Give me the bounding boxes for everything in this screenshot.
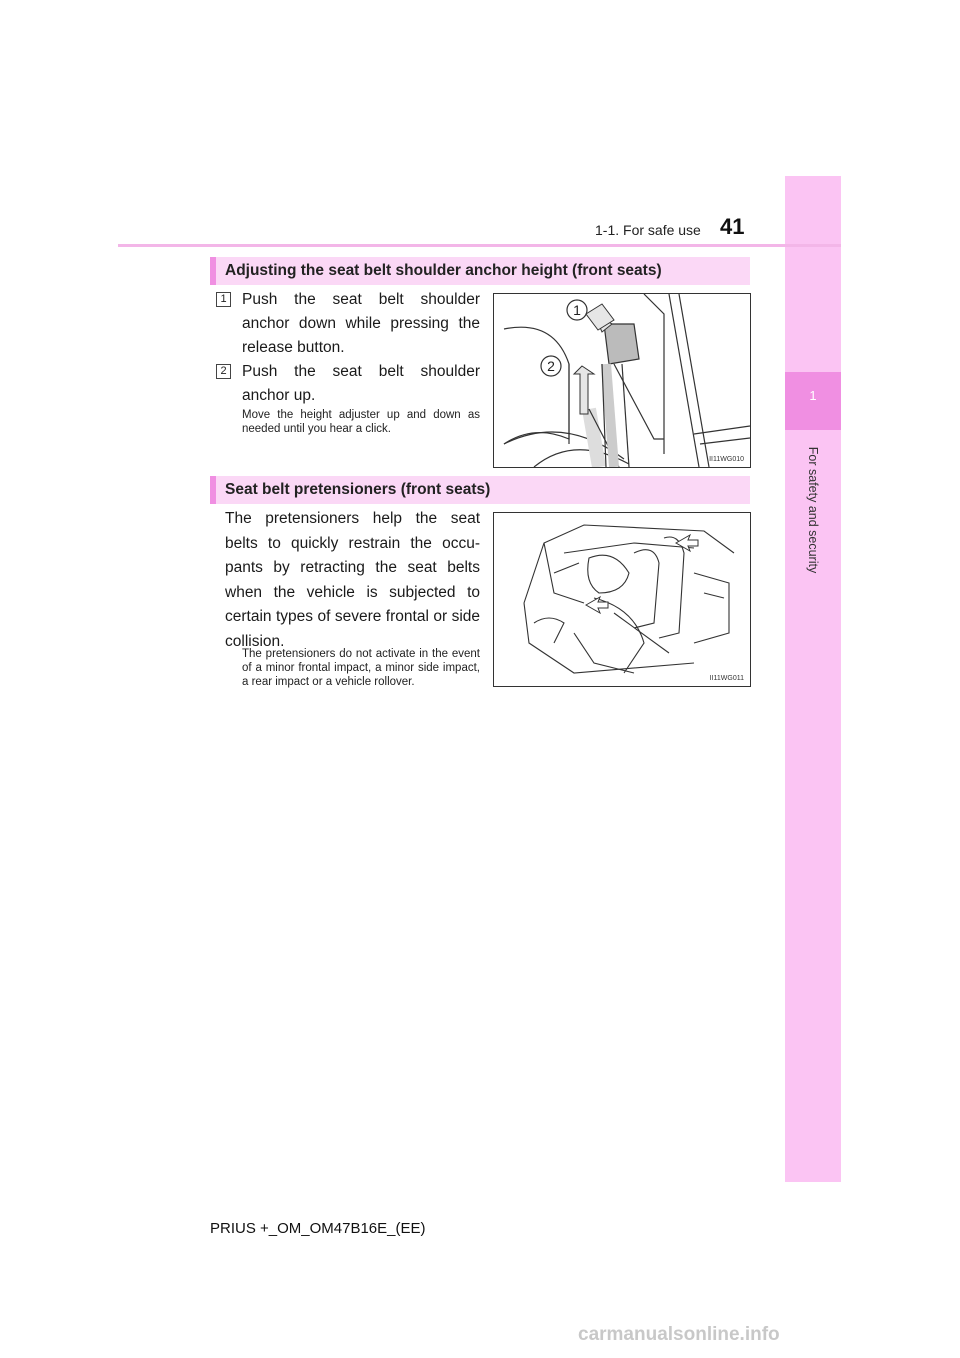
chapter-number: 1 (809, 388, 817, 403)
step-text-2: Push the seat belt shoulder anchor up. (242, 363, 480, 404)
figure-pretensioners (493, 512, 751, 687)
step-number-1: 1 (216, 292, 231, 307)
figure-shoulder-anchor (493, 293, 751, 468)
figure-code: II11WG010 (709, 456, 744, 463)
watermark: carmanualsonline.info (578, 1324, 780, 1345)
shoulder-anchor-illustration (494, 294, 750, 467)
figure-callout-1: 1 (573, 302, 581, 318)
section-heading-pretensioners: Seat belt pretensioners (front seats) (210, 476, 750, 504)
step-number-2: 2 (216, 364, 231, 379)
section-label: 1-1. For safe use (595, 222, 701, 238)
pretensioner-illustration (494, 513, 750, 686)
header-rule (118, 244, 841, 247)
section-heading-anchor-height: Adjusting the seat belt shoulder anchor height (front seats) (210, 257, 750, 285)
note-height-adjuster: Move the height adjuster up and down as needed until you hear a click. (242, 409, 480, 435)
note-pretensioner-activation: The pretensioners do not activate in the event of a minor frontal impact, a minor side impact, a rear impact or a vehicle rollover. (242, 648, 480, 688)
chapter-title: For safety and security (806, 446, 820, 574)
page-number: 41 (720, 214, 745, 239)
figure-code-2: II11WG011 (709, 675, 744, 682)
pretensioner-description: The pretensioners help the seat belts to quickly restrain the occu-pants by retracting the seat belts when the vehicle is subjected to certain types of severe frontal or side collision. (225, 510, 480, 650)
chapter-side-tab (785, 176, 841, 1182)
step-text-1: Push the seat belt shoulder anchor down while pressing the release button. (242, 291, 480, 356)
figure-callout-2: 2 (547, 358, 555, 374)
footer-model-code: PRIUS +_OM_OM47B16E_(EE) (210, 1220, 426, 1237)
